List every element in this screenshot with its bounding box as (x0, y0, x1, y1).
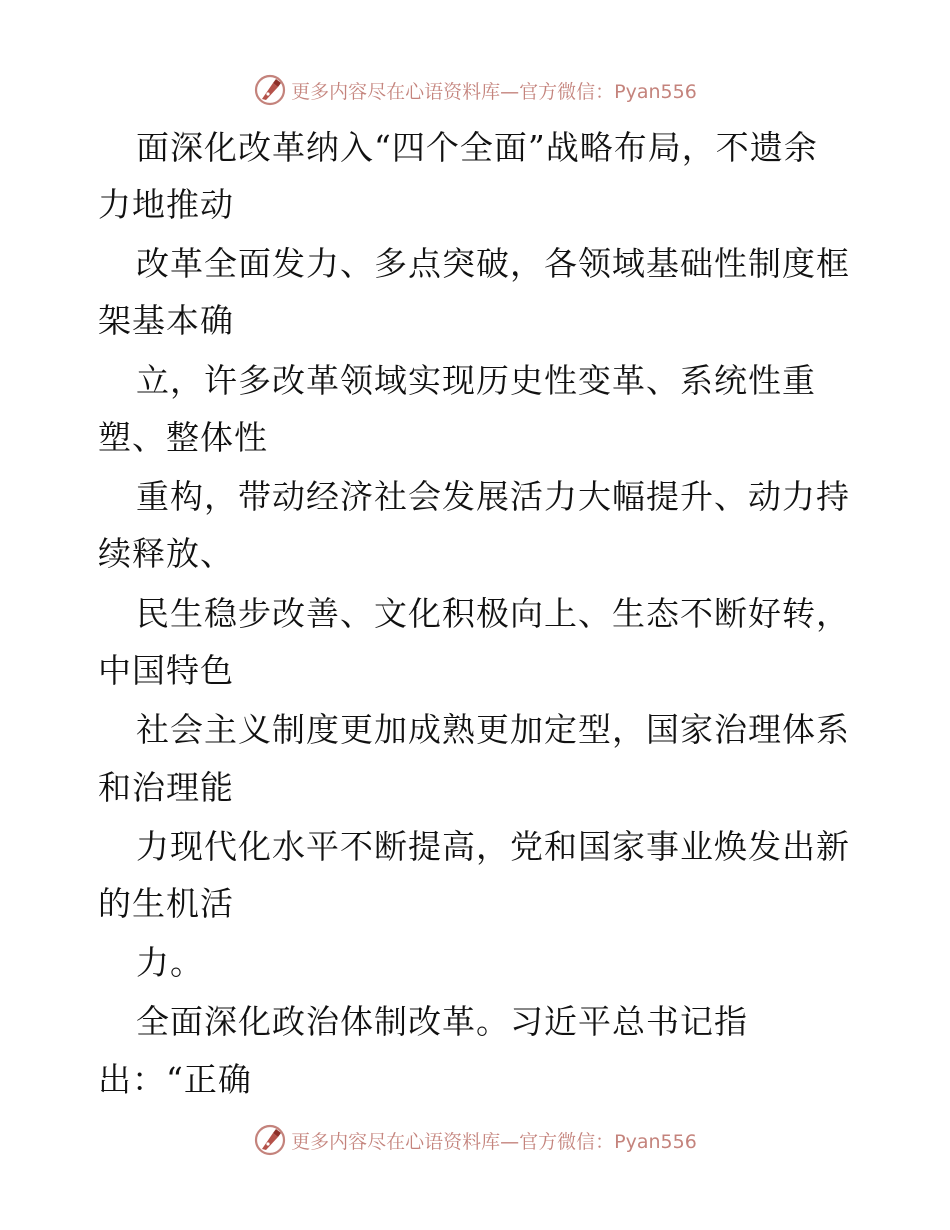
text-line: 立，许多改革领域实现历史性变革、系统性重 (136, 361, 816, 400)
text-line: 的生机活 (98, 884, 234, 923)
text-line: 中国特色 (98, 651, 234, 690)
text-line: 塑、整体性 (98, 418, 268, 457)
text-line: 架基本确 (98, 301, 234, 340)
header-banner-text: 更多内容尽在心语资料库—官方微信：Pyan556 (291, 80, 697, 103)
header-banner (0, 70, 950, 110)
text-line: 出：“正确 (98, 1060, 252, 1099)
text-line: 社会主义制度更加成熟更加定型，国家治理体系 (136, 710, 850, 749)
text-line: 力。 (136, 943, 204, 982)
text-line: 力现代化水平不断提高，党和国家事业焕发出新 (136, 827, 850, 866)
text-line: 面深化改革纳入“四个全面”战略布局，不遗余 (136, 128, 818, 167)
text-line: 力地推动 (98, 185, 234, 224)
text-line: 重构，带动经济社会发展活力大幅提升、动力持 (136, 477, 850, 516)
text-line: 改革全面发力、多点突破，各领域基础性制度框 (136, 244, 850, 283)
footer-banner-text: 更多内容尽在心语资料库—官方微信：Pyan556 (291, 1130, 697, 1153)
text-line: 全面深化政治体制改革。习近平总书记指 (136, 1002, 748, 1041)
text-line: 续释放、 (98, 534, 234, 573)
footer-banner (0, 1120, 950, 1160)
pen-nib-logo-icon (253, 1123, 287, 1157)
text-line: 和治理能 (98, 768, 234, 807)
pen-nib-logo-icon (253, 73, 287, 107)
text-line: 民生稳步改善、文化积极向上、生态不断好转， (136, 594, 850, 633)
